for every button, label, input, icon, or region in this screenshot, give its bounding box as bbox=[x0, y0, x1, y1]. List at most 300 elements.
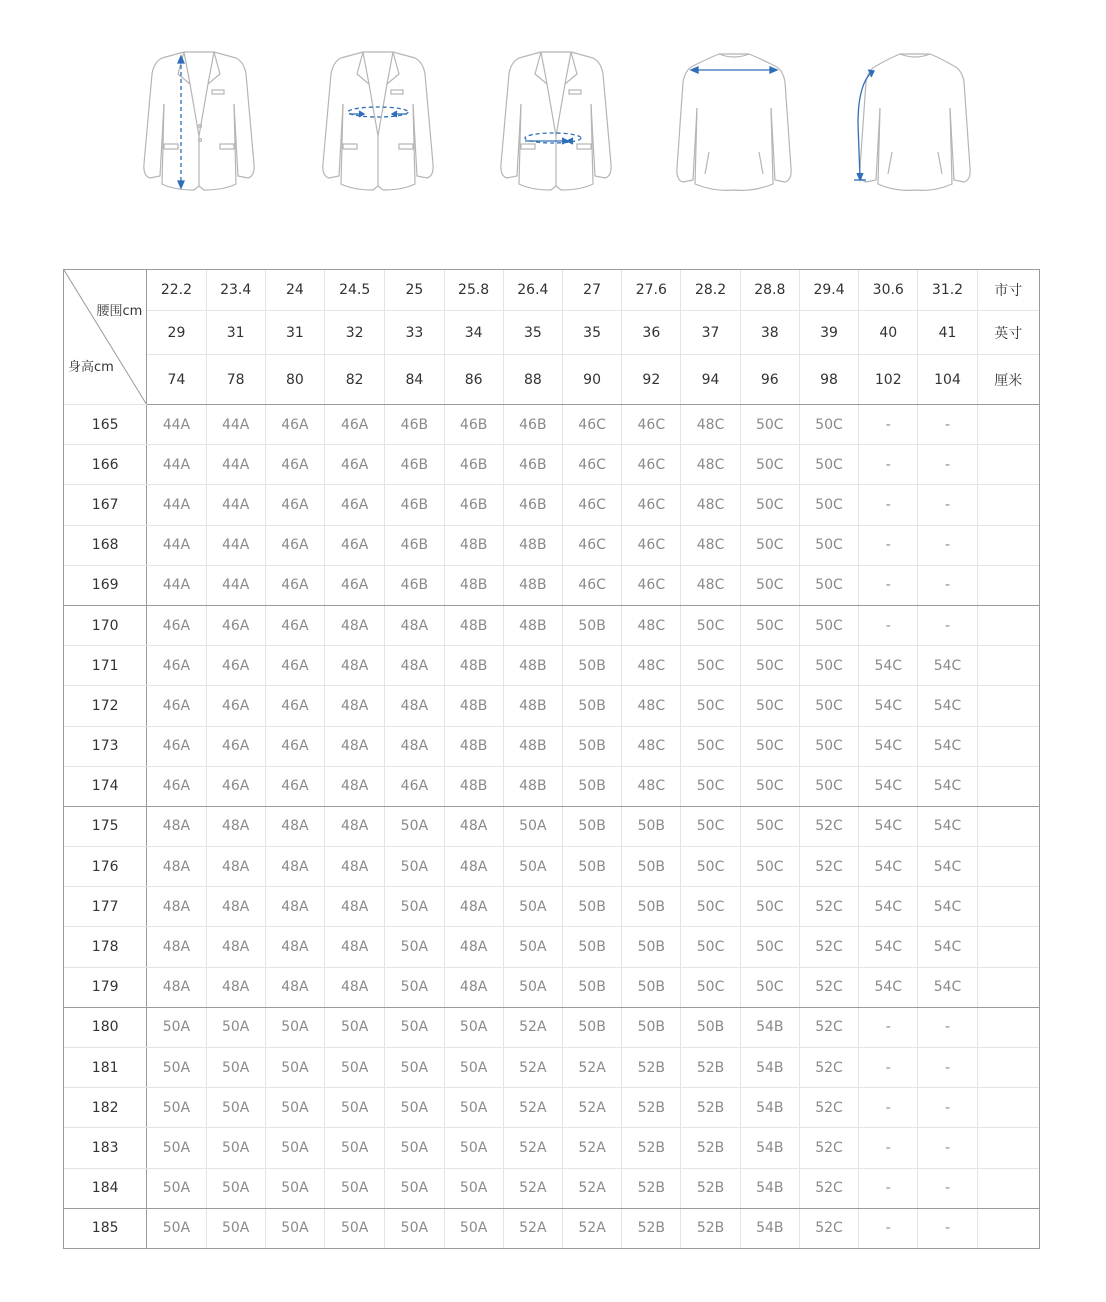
size-cell: 52B bbox=[681, 1088, 740, 1128]
height-value-cell: 172 bbox=[64, 686, 147, 726]
size-cell: 50A bbox=[385, 1128, 444, 1168]
table-row bbox=[64, 686, 1040, 726]
size-cell: 50C bbox=[681, 887, 740, 927]
size-cell: 48C bbox=[622, 766, 681, 806]
waist-value-cell: 22.2 bbox=[147, 270, 206, 311]
size-cell: 50B bbox=[622, 887, 681, 927]
empty-unit-cell bbox=[977, 1168, 1039, 1208]
size-cell: - bbox=[859, 565, 918, 605]
sleeve-length-diagram-icon bbox=[846, 44, 976, 204]
size-cell: 46C bbox=[622, 565, 681, 605]
size-cell: 50A bbox=[325, 1168, 385, 1208]
empty-unit-cell bbox=[977, 766, 1039, 806]
size-cell: 50A bbox=[325, 1088, 385, 1128]
empty-unit-cell bbox=[977, 686, 1039, 726]
waist-value-cell: 31.2 bbox=[918, 270, 977, 311]
size-cell: 46A bbox=[147, 686, 206, 726]
size-cell: 46A bbox=[385, 766, 444, 806]
size-cell: 46A bbox=[147, 646, 206, 686]
size-cell: 50A bbox=[325, 1128, 385, 1168]
size-cell: 52C bbox=[799, 1168, 858, 1208]
table-row bbox=[64, 887, 1040, 927]
size-cell: 48A bbox=[206, 887, 265, 927]
height-value-cell: 185 bbox=[64, 1208, 147, 1248]
size-cell: 50A bbox=[206, 1007, 265, 1047]
size-cell: 50C bbox=[799, 405, 858, 445]
size-cell: 48C bbox=[622, 605, 681, 645]
size-cell: 54C bbox=[918, 847, 977, 887]
size-cell: 52A bbox=[503, 1048, 562, 1088]
height-value-cell: 179 bbox=[64, 967, 147, 1007]
size-cell: 54C bbox=[859, 847, 918, 887]
size-cell: 54C bbox=[859, 806, 918, 846]
size-cell: 48B bbox=[503, 726, 562, 766]
size-cell: 50B bbox=[562, 847, 621, 887]
size-cell: - bbox=[918, 485, 977, 525]
size-cell: 46A bbox=[147, 726, 206, 766]
size-cell: 48A bbox=[325, 686, 385, 726]
size-cell: 54C bbox=[859, 646, 918, 686]
waist-value-cell: 23.4 bbox=[206, 270, 265, 311]
size-cell: 46C bbox=[622, 445, 681, 485]
waist-value-cell: 29.4 bbox=[799, 270, 858, 311]
size-cell: 52C bbox=[799, 967, 858, 1007]
size-cell: - bbox=[918, 1007, 977, 1047]
size-cell: 50C bbox=[740, 405, 799, 445]
size-cell: 44A bbox=[206, 405, 265, 445]
size-cell: 50A bbox=[385, 1048, 444, 1088]
size-cell: 48B bbox=[503, 686, 562, 726]
size-cell: 50A bbox=[265, 1208, 324, 1248]
size-cell: 50C bbox=[740, 726, 799, 766]
size-cell: 50C bbox=[740, 605, 799, 645]
height-value-cell: 165 bbox=[64, 405, 147, 445]
empty-unit-cell bbox=[977, 726, 1039, 766]
size-cell: 52A bbox=[503, 1007, 562, 1047]
table-row bbox=[64, 405, 1040, 445]
size-cell: 50B bbox=[562, 726, 621, 766]
size-cell: 50C bbox=[799, 646, 858, 686]
size-cell: 46A bbox=[206, 686, 265, 726]
size-cell: 50B bbox=[562, 1007, 621, 1047]
size-cell: 50A bbox=[206, 1048, 265, 1088]
size-cell: 46A bbox=[265, 525, 324, 565]
waist-value-cell: 24.5 bbox=[325, 270, 385, 311]
size-cell: 50C bbox=[799, 605, 858, 645]
size-cell: 48A bbox=[206, 847, 265, 887]
size-cell: 44A bbox=[206, 485, 265, 525]
size-cell: 46B bbox=[385, 525, 444, 565]
size-cell: 50C bbox=[740, 485, 799, 525]
table-row bbox=[64, 847, 1040, 887]
size-cell: 48A bbox=[206, 806, 265, 846]
size-cell: 50C bbox=[740, 806, 799, 846]
size-cell: 54C bbox=[918, 686, 977, 726]
size-cell: 46A bbox=[206, 605, 265, 645]
size-cell: 50A bbox=[385, 887, 444, 927]
size-cell: 48B bbox=[444, 766, 503, 806]
size-cell: 50A bbox=[385, 1007, 444, 1047]
size-cell: 54B bbox=[740, 1208, 799, 1248]
waist-value-cell: 80 bbox=[265, 355, 324, 405]
size-cell: 50A bbox=[265, 1088, 324, 1128]
size-cell: 50A bbox=[265, 1048, 324, 1088]
size-cell: 52B bbox=[681, 1128, 740, 1168]
waist-value-cell: 31 bbox=[265, 311, 324, 355]
size-cell: 50B bbox=[562, 646, 621, 686]
empty-unit-cell bbox=[977, 565, 1039, 605]
size-cell: 46A bbox=[265, 766, 324, 806]
waist-value-cell: 28.2 bbox=[681, 270, 740, 311]
size-cell: 46A bbox=[147, 605, 206, 645]
size-cell: 54B bbox=[740, 1168, 799, 1208]
unit-label-cell: 厘米 bbox=[977, 355, 1039, 405]
size-cell: 50A bbox=[206, 1208, 265, 1248]
size-cell: 50B bbox=[622, 806, 681, 846]
size-cell: 50B bbox=[562, 686, 621, 726]
corner-header-cell bbox=[64, 270, 147, 405]
size-cell: 46A bbox=[265, 565, 324, 605]
size-cell: 46C bbox=[622, 485, 681, 525]
height-value-cell: 171 bbox=[64, 646, 147, 686]
size-cell: 48B bbox=[503, 605, 562, 645]
size-cell: 46B bbox=[385, 485, 444, 525]
size-cell: 50A bbox=[444, 1048, 503, 1088]
size-cell: - bbox=[918, 605, 977, 645]
size-cell: - bbox=[918, 1048, 977, 1088]
size-cell: 50C bbox=[799, 686, 858, 726]
size-cell: 52C bbox=[799, 887, 858, 927]
size-cell: 50A bbox=[444, 1208, 503, 1248]
size-cell: - bbox=[859, 1088, 918, 1128]
table-row bbox=[64, 445, 1040, 485]
height-value-cell: 177 bbox=[64, 887, 147, 927]
size-cell: 48A bbox=[325, 887, 385, 927]
waist-value-cell: 34 bbox=[444, 311, 503, 355]
height-value-cell: 170 bbox=[64, 605, 147, 645]
height-value-cell: 175 bbox=[64, 806, 147, 846]
size-cell: 50C bbox=[681, 766, 740, 806]
size-cell: 48A bbox=[325, 806, 385, 846]
waist-value-cell: 82 bbox=[325, 355, 385, 405]
size-cell: 50A bbox=[385, 927, 444, 967]
size-cell: 46A bbox=[265, 686, 324, 726]
empty-unit-cell bbox=[977, 967, 1039, 1007]
table-row bbox=[64, 1168, 1040, 1208]
waist-value-cell: 84 bbox=[385, 355, 444, 405]
size-cell: 52C bbox=[799, 1007, 858, 1047]
size-cell: 48A bbox=[325, 646, 385, 686]
size-cell: 46A bbox=[325, 405, 385, 445]
waist-value-cell: 28.8 bbox=[740, 270, 799, 311]
size-chart-table bbox=[63, 269, 1040, 1249]
size-cell: 48B bbox=[444, 726, 503, 766]
table-row bbox=[64, 967, 1040, 1007]
size-cell: 48A bbox=[147, 967, 206, 1007]
size-cell: 50A bbox=[444, 1088, 503, 1128]
size-cell: 50A bbox=[265, 1007, 324, 1047]
size-cell: 50A bbox=[385, 1088, 444, 1128]
size-cell: 48A bbox=[444, 806, 503, 846]
size-cell: 46B bbox=[444, 485, 503, 525]
empty-unit-cell bbox=[977, 887, 1039, 927]
size-cell: 50A bbox=[385, 1168, 444, 1208]
size-cell: 50C bbox=[799, 726, 858, 766]
size-cell: 48A bbox=[265, 927, 324, 967]
unit-label-cell: 英寸 bbox=[977, 311, 1039, 355]
size-cell: 50A bbox=[503, 927, 562, 967]
size-cell: 46C bbox=[562, 565, 621, 605]
size-cell: 50B bbox=[622, 1007, 681, 1047]
size-cell: 46C bbox=[562, 485, 621, 525]
size-cell: 54C bbox=[859, 927, 918, 967]
size-cell: 52C bbox=[799, 806, 858, 846]
size-cell: 48A bbox=[385, 646, 444, 686]
size-cell: 46A bbox=[325, 445, 385, 485]
waist-value-cell: 33 bbox=[385, 311, 444, 355]
waist-value-cell: 37 bbox=[681, 311, 740, 355]
size-cell: 50A bbox=[325, 1007, 385, 1047]
table-row bbox=[64, 485, 1040, 525]
size-cell: 50C bbox=[799, 565, 858, 605]
size-cell: 50A bbox=[385, 806, 444, 846]
empty-unit-cell bbox=[977, 405, 1039, 445]
waist-value-cell: 41 bbox=[918, 311, 977, 355]
size-cell: - bbox=[918, 565, 977, 605]
size-cell: - bbox=[918, 445, 977, 485]
size-cell: 50C bbox=[740, 565, 799, 605]
size-cell: - bbox=[859, 405, 918, 445]
size-cell: 50C bbox=[681, 686, 740, 726]
size-cell: - bbox=[918, 525, 977, 565]
height-value-cell: 167 bbox=[64, 485, 147, 525]
height-value-cell: 169 bbox=[64, 565, 147, 605]
size-cell: 48A bbox=[325, 927, 385, 967]
waist-axis-label: 腰围cm bbox=[96, 304, 143, 319]
size-cell: 54C bbox=[918, 806, 977, 846]
waist-value-cell: 78 bbox=[206, 355, 265, 405]
size-cell: 52B bbox=[622, 1128, 681, 1168]
size-cell: 48A bbox=[325, 726, 385, 766]
size-cell: 48B bbox=[444, 605, 503, 645]
size-cell: 44A bbox=[147, 525, 206, 565]
size-cell: 48C bbox=[622, 686, 681, 726]
size-cell: 48A bbox=[444, 927, 503, 967]
size-cell: 50C bbox=[681, 847, 740, 887]
size-cell: 50B bbox=[562, 605, 621, 645]
size-cell: 50A bbox=[444, 1007, 503, 1047]
size-cell: 48A bbox=[444, 887, 503, 927]
size-cell: 50A bbox=[503, 967, 562, 1007]
size-cell: 46A bbox=[265, 485, 324, 525]
size-cell: 46A bbox=[265, 646, 324, 686]
size-cell: 48A bbox=[325, 605, 385, 645]
size-cell: 48A bbox=[265, 967, 324, 1007]
height-value-cell: 178 bbox=[64, 927, 147, 967]
table-row bbox=[64, 766, 1040, 806]
size-cell: 44A bbox=[147, 405, 206, 445]
size-cell: 50A bbox=[325, 1208, 385, 1248]
table-row bbox=[64, 1128, 1040, 1168]
size-cell: 48A bbox=[147, 847, 206, 887]
size-cell: 50A bbox=[147, 1208, 206, 1248]
size-cell: 52A bbox=[562, 1088, 621, 1128]
height-value-cell: 168 bbox=[64, 525, 147, 565]
table-row bbox=[64, 565, 1040, 605]
size-cell: 50A bbox=[147, 1007, 206, 1047]
size-cell: 50A bbox=[503, 806, 562, 846]
height-value-cell: 184 bbox=[64, 1168, 147, 1208]
size-cell: 54C bbox=[918, 646, 977, 686]
size-cell: 48A bbox=[206, 927, 265, 967]
size-cell: 48A bbox=[147, 927, 206, 967]
size-cell: 50A bbox=[265, 1168, 324, 1208]
size-cell: 50A bbox=[147, 1048, 206, 1088]
size-cell: 50C bbox=[799, 525, 858, 565]
size-cell: 50A bbox=[444, 1128, 503, 1168]
size-cell: 48B bbox=[503, 766, 562, 806]
size-cell: 48A bbox=[265, 887, 324, 927]
empty-unit-cell bbox=[977, 525, 1039, 565]
empty-unit-cell bbox=[977, 1208, 1039, 1248]
size-cell: 52B bbox=[681, 1168, 740, 1208]
size-cell: 46A bbox=[265, 726, 324, 766]
size-cell: 52C bbox=[799, 1048, 858, 1088]
size-cell: 46A bbox=[206, 646, 265, 686]
size-cell: 52A bbox=[562, 1128, 621, 1168]
size-cell: 52B bbox=[681, 1208, 740, 1248]
size-cell: 48B bbox=[444, 525, 503, 565]
waist-value-cell: 35 bbox=[503, 311, 562, 355]
size-cell: 50A bbox=[206, 1088, 265, 1128]
size-cell: - bbox=[859, 525, 918, 565]
size-cell: - bbox=[918, 1128, 977, 1168]
size-cell: 50C bbox=[681, 927, 740, 967]
size-cell: 44A bbox=[147, 445, 206, 485]
waist-value-cell: 35 bbox=[562, 311, 621, 355]
table-row bbox=[64, 1088, 1040, 1128]
size-cell: 50C bbox=[740, 445, 799, 485]
size-cell: 50C bbox=[799, 485, 858, 525]
empty-unit-cell bbox=[977, 485, 1039, 525]
waist-value-cell: 30.6 bbox=[859, 270, 918, 311]
size-cell: 54B bbox=[740, 1128, 799, 1168]
size-cell: 48A bbox=[385, 605, 444, 645]
height-value-cell: 183 bbox=[64, 1128, 147, 1168]
size-cell: 54C bbox=[859, 726, 918, 766]
size-cell: 48B bbox=[444, 646, 503, 686]
size-cell: 48C bbox=[681, 485, 740, 525]
table-row bbox=[64, 1048, 1040, 1088]
size-cell: 48A bbox=[444, 967, 503, 1007]
size-cell: 46A bbox=[265, 405, 324, 445]
waist-value-cell: 38 bbox=[740, 311, 799, 355]
empty-unit-cell bbox=[977, 1048, 1039, 1088]
size-cell: 48A bbox=[147, 887, 206, 927]
size-cell: - bbox=[918, 1168, 977, 1208]
waist-value-cell: 104 bbox=[918, 355, 977, 405]
size-cell: 48A bbox=[325, 967, 385, 1007]
empty-unit-cell bbox=[977, 646, 1039, 686]
size-cell: 54C bbox=[918, 726, 977, 766]
size-cell: 50B bbox=[622, 847, 681, 887]
size-cell: 46A bbox=[206, 766, 265, 806]
waist-value-cell: 74 bbox=[147, 355, 206, 405]
size-cell: 48A bbox=[206, 967, 265, 1007]
waist-value-cell: 25 bbox=[385, 270, 444, 311]
size-cell: 50A bbox=[325, 1048, 385, 1088]
waist-value-cell: 29 bbox=[147, 311, 206, 355]
size-cell: 50B bbox=[562, 766, 621, 806]
size-cell: 54C bbox=[859, 766, 918, 806]
size-cell: - bbox=[859, 1128, 918, 1168]
size-cell: 46A bbox=[325, 565, 385, 605]
size-cell: 52A bbox=[503, 1088, 562, 1128]
size-cell: 52B bbox=[622, 1168, 681, 1208]
size-cell: 46B bbox=[444, 405, 503, 445]
size-cell: 52C bbox=[799, 1088, 858, 1128]
size-cell: 52A bbox=[503, 1208, 562, 1248]
size-cell: 54B bbox=[740, 1088, 799, 1128]
size-cell: 54C bbox=[918, 887, 977, 927]
height-value-cell: 181 bbox=[64, 1048, 147, 1088]
size-cell: 50A bbox=[265, 1128, 324, 1168]
header-row bbox=[64, 270, 1040, 311]
size-cell: 46A bbox=[147, 766, 206, 806]
empty-unit-cell bbox=[977, 1128, 1039, 1168]
shoulder-width-diagram-icon bbox=[669, 44, 799, 204]
size-cell: 48B bbox=[444, 686, 503, 726]
size-cell: 46C bbox=[562, 445, 621, 485]
size-cell: 52B bbox=[681, 1048, 740, 1088]
size-cell: 50B bbox=[562, 806, 621, 846]
size-cell: 50C bbox=[740, 766, 799, 806]
size-cell: 46A bbox=[265, 605, 324, 645]
size-cell: - bbox=[859, 1168, 918, 1208]
empty-unit-cell bbox=[977, 1007, 1039, 1047]
height-value-cell: 180 bbox=[64, 1007, 147, 1047]
waist-value-cell: 32 bbox=[325, 311, 385, 355]
size-cell: 44A bbox=[147, 565, 206, 605]
size-cell: 50A bbox=[385, 1208, 444, 1248]
size-cell: 50A bbox=[385, 967, 444, 1007]
size-cell: 50A bbox=[147, 1168, 206, 1208]
height-value-cell: 173 bbox=[64, 726, 147, 766]
size-cell: - bbox=[859, 605, 918, 645]
size-cell: 54C bbox=[859, 887, 918, 927]
waist-value-cell: 26.4 bbox=[503, 270, 562, 311]
size-cell: - bbox=[859, 1007, 918, 1047]
diagonal-divider bbox=[64, 270, 146, 404]
measurement-illustrations bbox=[0, 0, 1106, 210]
size-cell: 50C bbox=[740, 967, 799, 1007]
size-cell: 54C bbox=[918, 967, 977, 1007]
size-cell: 54B bbox=[740, 1007, 799, 1047]
size-cell: 50C bbox=[681, 806, 740, 846]
size-cell: - bbox=[859, 485, 918, 525]
size-cell: 46B bbox=[444, 445, 503, 485]
empty-unit-cell bbox=[977, 806, 1039, 846]
empty-unit-cell bbox=[977, 605, 1039, 645]
header-row bbox=[64, 311, 1040, 355]
waist-value-cell: 96 bbox=[740, 355, 799, 405]
waist-value-cell: 88 bbox=[503, 355, 562, 405]
size-cell: 50A bbox=[206, 1128, 265, 1168]
table-row bbox=[64, 1208, 1040, 1248]
waist-value-cell: 98 bbox=[799, 355, 858, 405]
waist-value-cell: 102 bbox=[859, 355, 918, 405]
size-cell: 50C bbox=[799, 445, 858, 485]
